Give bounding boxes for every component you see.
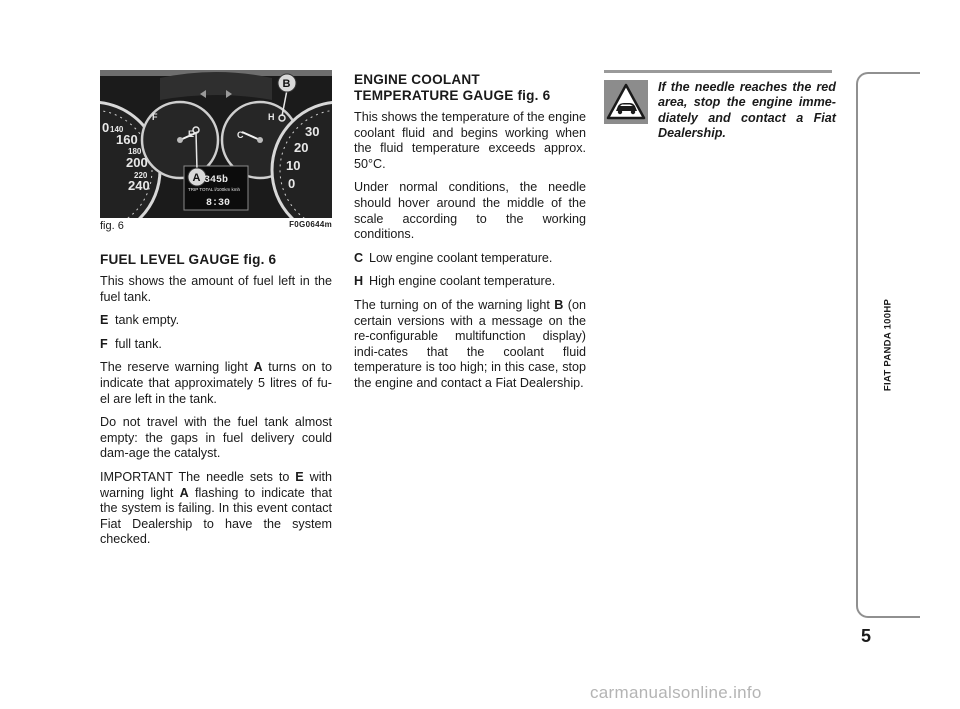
tacho-tick-30: 30 bbox=[305, 124, 320, 139]
page-number: 5 bbox=[860, 626, 871, 646]
instrument-cluster-drawing bbox=[100, 70, 332, 218]
fuel-intro: This shows the amount of fuel left in the fuel tank. bbox=[100, 274, 332, 304]
fuel-def-e bbox=[100, 313, 332, 329]
callout-a: A bbox=[192, 172, 201, 184]
fuel-label-empty: E bbox=[188, 129, 195, 139]
coolant-intro: This shows the temperature of the engine coolant fluid and begins working when the fluid temperature exceeds approx. 50°C. bbox=[354, 110, 586, 171]
instrument-cluster-figure bbox=[100, 70, 332, 218]
warning-text: If the needle reaches the red area, stop the engine imme-diately and contact a Fiat Dealership. bbox=[658, 80, 836, 141]
figure-caption bbox=[100, 219, 332, 233]
coolant-def-c-text: Low engine coolant temperature. bbox=[369, 250, 553, 265]
coolant-warning-paragraph bbox=[354, 298, 586, 392]
figure-label: fig. 6 bbox=[100, 220, 124, 232]
fuel-heading: FUEL LEVEL GAUGE fig. 6 bbox=[100, 252, 277, 267]
coolant-heading bbox=[354, 72, 586, 104]
fuel-reserve-post: turns on to indicate that approximately 5 litres of fu-el are left in the tank. bbox=[100, 360, 332, 406]
coolant-heading-line1: ENGINE COOLANT bbox=[354, 72, 480, 87]
fuel-reserve-pre: The reserve warning light bbox=[100, 360, 254, 375]
side-title-text: FIAT PANDA 100HP bbox=[882, 298, 894, 392]
fuel-important-post: flashing to indicate that the system is failing. In this event contact Fiat Dealership to have the system checked. bbox=[100, 485, 332, 547]
fuel-important-key-a: A bbox=[179, 485, 189, 500]
fuel-reserve-paragraph bbox=[100, 360, 332, 407]
display-odometer: 345b bbox=[204, 175, 229, 186]
temp-label-cold: C bbox=[237, 130, 244, 140]
coolant-def-c bbox=[354, 251, 586, 267]
watermark: carmanualsonline.info bbox=[590, 683, 762, 702]
side-title bbox=[868, 298, 908, 392]
fuel-reserve-key: A bbox=[253, 360, 263, 375]
fuel-def-e-key: E bbox=[100, 313, 109, 328]
coolant-def-h bbox=[354, 274, 586, 290]
tacho-tick-20: 20 bbox=[294, 140, 309, 155]
speedo-tick-220: 220 bbox=[134, 171, 148, 180]
coolant-warn-pre: The turning on of the warning light bbox=[354, 297, 555, 312]
fuel-def-e-text: tank empty. bbox=[115, 313, 180, 328]
tacho-tick-0: 0 bbox=[288, 176, 296, 191]
fuel-important-paragraph bbox=[100, 470, 332, 548]
fuel-important-key-e: E bbox=[295, 469, 304, 484]
speedo-tick-0: 0 bbox=[102, 120, 110, 135]
speedo-tick-200: 200 bbox=[126, 155, 148, 170]
speedo-tick-140: 140 bbox=[110, 125, 124, 134]
coolant-warn-post: (on certain versions with a message on the re-configurable multifunction display) indi-cates that the coolant fluid temperature is too high; in this case, stop the engine and contact a Fiat Dealership. bbox=[354, 297, 586, 390]
speedo-tick-160: 160 bbox=[116, 132, 138, 147]
display-sub: TRIP TOTAL l/100km kmh bbox=[188, 187, 241, 192]
warning-icon bbox=[604, 80, 648, 124]
warning-triangle-car-icon bbox=[604, 80, 648, 124]
speedo-tick-180: 180 bbox=[128, 147, 142, 156]
tacho-tick-10: 10 bbox=[286, 158, 301, 173]
fuel-def-f-text: full tank. bbox=[115, 336, 162, 351]
fuel-important-mid: with warning light bbox=[100, 469, 332, 500]
fuel-label-full: F bbox=[152, 112, 158, 122]
fuel-important-pre: IMPORTANT The needle sets to bbox=[100, 469, 296, 484]
coolant-def-h-key: H bbox=[354, 274, 364, 289]
callout-b: B bbox=[282, 78, 291, 90]
speedo-tick-240: 240 bbox=[128, 178, 150, 193]
fuel-def-f-key: F bbox=[100, 336, 108, 351]
coolant-warn-key: B bbox=[554, 297, 564, 312]
display-time: 8:30 bbox=[206, 198, 231, 209]
coolant-def-c-key: C bbox=[354, 250, 364, 265]
warning-rule bbox=[604, 70, 832, 73]
temp-label-hot: H bbox=[268, 112, 275, 122]
fuel-def-f bbox=[100, 337, 332, 353]
coolant-section bbox=[354, 72, 586, 400]
coolant-def-h-text: High engine coolant temperature. bbox=[369, 274, 556, 289]
fuel-travel-paragraph: Do not travel with the fuel tank almost empty: the gaps in fuel delivery could dam-age the catalyst. bbox=[100, 415, 332, 461]
coolant-normal: Under normal conditions, the needle should hover around the middle of the scale according to the working conditions. bbox=[354, 180, 586, 242]
fuel-section bbox=[100, 252, 332, 556]
figure-code: F0G0644m bbox=[289, 220, 332, 229]
coolant-heading-line2: TEMPERATURE GAUGE fig. 6 bbox=[354, 88, 551, 103]
